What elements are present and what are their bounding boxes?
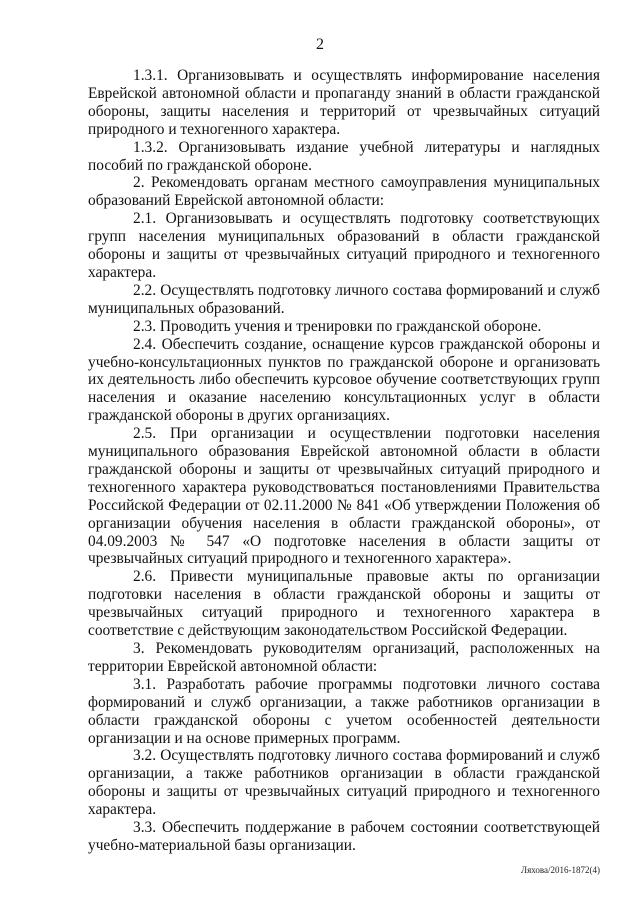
paragraph-2-2: 2.2. Осуществлять подготовку личного состава формирований и служб муниципальных образований. (88, 281, 600, 317)
paragraph-3-2: 3.2. Осуществлять подготовку личного состава формирований и служб организации, а также работников организации в области гражданской обороны и защиты от чрезвычайных ситуаций природного и техногенного характера. (88, 747, 600, 819)
paragraph-3: 3. Рекомендовать руководителям организаций, расположенных на территории Еврейской автономной области: (88, 640, 600, 675)
paragraph-2-5: 2.5. При организации и осуществлении подготовки населения муниципального образования Еврейской автономной области в области гражданской обороны и защиты от чрезвычайных ситуаций природного и техногенного характера руководствоваться постановлениями Правительства Российской Федерации от 02.11.2000 № 841 «Об утверждении Положения об организации обучения населения в области гражданской обороны», от 04.09.2003 № 547 «О подготовке населения в области защиты от чрезвычайных ситуаций природного и техногенного характера». (88, 425, 600, 568)
paragraph-2: 2. Рекомендовать органам местного самоуправления муниципальных образований Еврейской автономной области: (88, 174, 600, 210)
paragraph-2-1: 2.1. Организовывать и осуществлять подготовку соответствующих групп населения муниципальных образований в области гражданской обороны и защиты от чрезвычайных ситуаций природного и техногенного характера. (88, 210, 600, 281)
paragraph-1-3-2: 1.3.2. Организовывать издание учебной литературы и наглядных пособий по гражданской обороне. (88, 138, 600, 174)
paragraph-2-4: 2.4. Обеспечить создание, оснащение курсов гражданской обороны и учебно-консультационных пунктов по гражданской обороне и организовать их деятельность либо обеспечить курсовое обучение соответствующих групп населения и оказание населению консультационных услуг в области гражданской обороны в других организациях. (88, 335, 600, 425)
paragraph-2-6: 2.6. Привести муниципальные правовые акты по организации подготовки населения в области гражданской обороны и защиты от чрезвычайных ситуаций природного и техногенного характера в соответствие с действующим законодательством Российской Федерации. (88, 568, 600, 640)
paragraph-1-3-1: 1.3.1. Организовывать и осуществлять информирование населения Еврейской автономной области и пропаганду знаний в области гражданской обороны, защиты населения и территорий от чрезвычайных ситуаций природного и техногенного характера. (88, 67, 600, 138)
document-registration-code: Ляхова/2016-1872(4) (520, 865, 600, 875)
paragraph-2-3: 2.3. Проводить учения и тренировки по гражданской обороне. (133, 317, 542, 335)
page-number: 2 (316, 36, 324, 53)
paragraph-3-3: 3.3. Обеспечить поддержание в рабочем состоянии соответствующей учебно-материальной базы организации. (88, 819, 600, 854)
paragraph-3-1: 3.1. Разработать рабочие программы подготовки личного состава формирований и служб организации, а также работников организации в области гражданской обороны с учетом особенностей деятельности организации и на основе примерных программ. (88, 675, 600, 747)
document-body (88, 67, 600, 855)
